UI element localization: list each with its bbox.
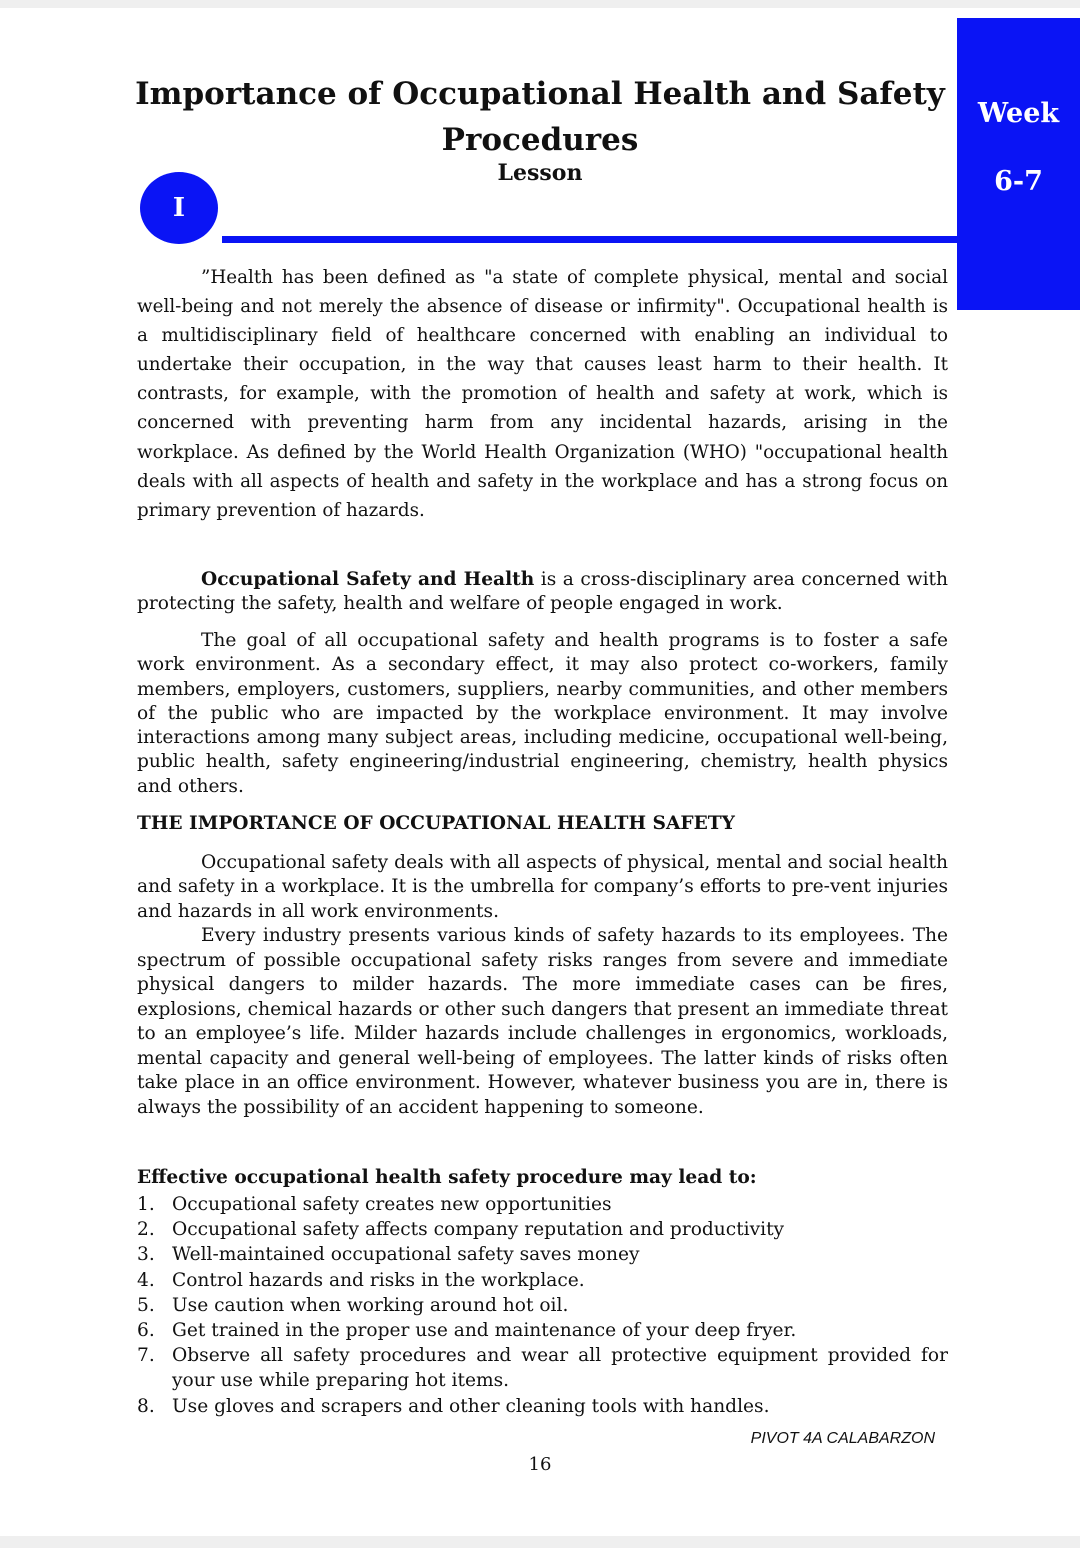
list-item: 8. Use gloves and scrapers and other cleaning tools with handles.	[137, 1395, 770, 1417]
paragraph-osh-definition	[137, 568, 948, 617]
list-item: 5. Use caution when working around hot oil.	[137, 1294, 569, 1316]
list-item: 3. Well-maintained occupational safety saves money	[137, 1244, 640, 1266]
section-heading: THE IMPORTANCE OF OCCUPATIONAL HEALTH SAFETY	[137, 813, 735, 834]
osh-term: Occupational Safety and Health	[201, 569, 535, 590]
section-badge: I	[140, 172, 218, 244]
page-title: Importance of Occupational Health and Safety Procedures	[135, 76, 945, 158]
page-subtitle: Lesson	[497, 160, 583, 186]
list-heading: Effective occupational health safety procedure may lead to:	[137, 1167, 757, 1188]
paragraph-industry-hazards: Every industry presents various kinds of safety hazards to its employees. The spectrum of possible occupational safety risks ranges from severe and immediate physical dangers to milder hazards. The more immediate cases can be fires, explosions, chemical hazards or other such dangers that present an immediate threat to an employee’s life. Milder hazards include challenges in ergonomics, workloads, mental capacity and general well-being of employees. The latter kinds of risks often take place in an office environment. However, whatever business you are in, there is always the possibility of an accident happening to someone.	[137, 925, 948, 1118]
title-divider	[222, 236, 957, 243]
list-item: 4. Control hazards and risks in the workplace.	[137, 1269, 585, 1291]
procedure-list	[137, 1192, 948, 1419]
osh-definition-text: is a cross-disciplinary area concerned with protecting the safety, health and welfare of people engaged in work.	[137, 569, 948, 615]
list-item: 2. Occupational safety affects company reputation and productivity	[137, 1219, 785, 1241]
list-item: 7. Observe all safety procedures and wear all protective equipment provided for your use while preparing hot items.	[137, 1345, 948, 1392]
paragraph-occupational-safety: Occupational safety deals with all aspects of physical, mental and social health and safety in a workplace. It is the umbrella for company’s efforts to pre-vent injuries and hazards in all work environments.	[137, 852, 948, 922]
page-number: 16	[528, 1454, 552, 1475]
document-page	[0, 8, 1080, 1536]
list-item: 6. Get trained in the proper use and maintenance of your deep fryer.	[137, 1320, 797, 1342]
footer-source: PIVOT 4A CALABARZON	[750, 1430, 935, 1447]
list-item: 1. Occupational safety creates new opportunities	[137, 1194, 612, 1215]
week-label: Week	[977, 98, 1060, 129]
paragraph-program-goals: The goal of all occupational safety and health programs is to foster a safe work environment. As a secondary effect, it may also protect co-workers, family members, employers, customers, suppliers, nearby communities, and other members of the public who are impacted by the workplace environment. It may involve interactions among many subject areas, including medicine, occupational well-being, public health, safety engineering/industrial engineering, chemistry, health physics and others.	[137, 630, 948, 797]
week-range: 6-7	[994, 166, 1043, 197]
week-tab	[957, 18, 1080, 310]
paragraph-health-definition: ”Health has been defined as "a state of complete physical, mental and social well-being and not merely the absence of disease or infirmity". Occupational health is a multidisciplinary field of healthcare concerned with enabling an individual to undertake their occupation, in the way that causes least harm to their health. It contrasts, for example, with the promotion of health and safety at work, which is concerned with preventing harm from any incidental hazards, arising in the workplace. As defined by the World Health Organization (WHO) "occupational health deals with all aspects of health and safety in the workplace and has a strong focus on primary prevention of hazards.	[137, 267, 948, 521]
